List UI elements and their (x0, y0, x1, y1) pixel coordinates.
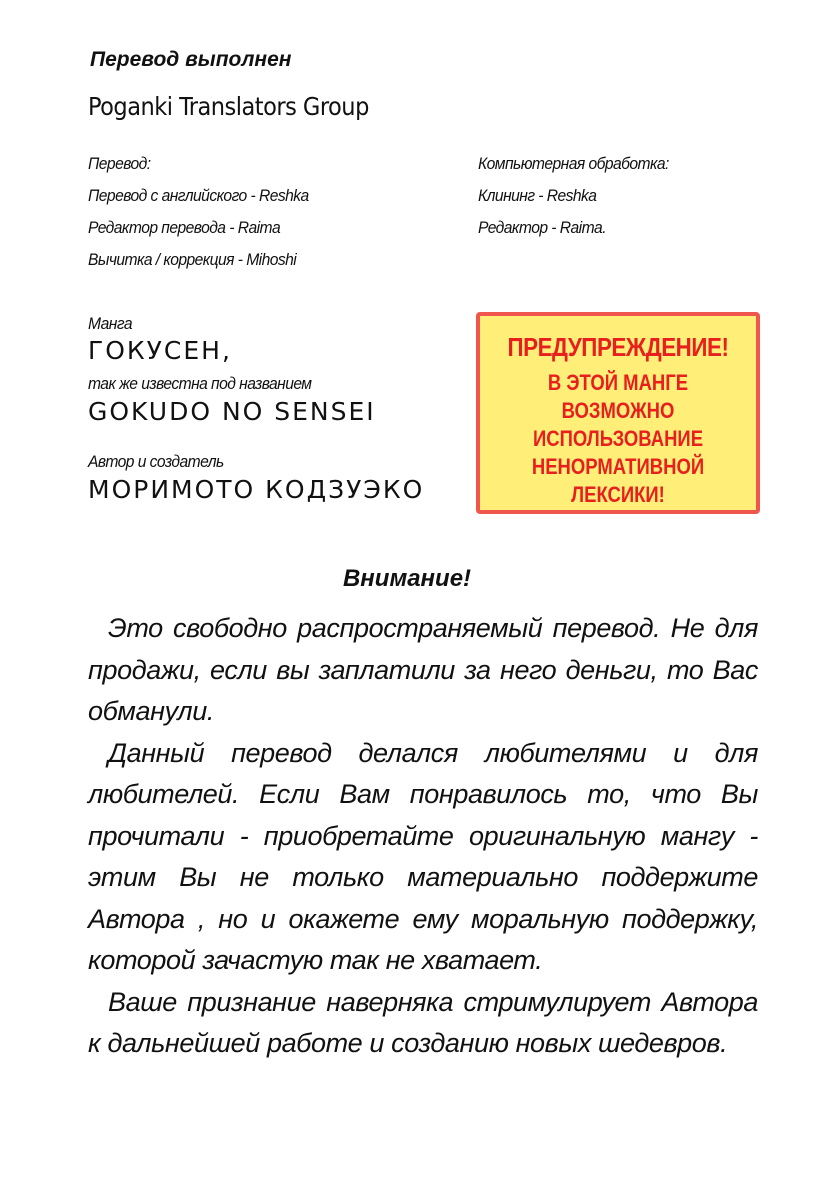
warning-title: ПРЕДУПРЕЖДЕНИЕ! (507, 332, 729, 362)
warning-body (502, 369, 734, 509)
credit-line: Редактор перевода - Raima (88, 218, 281, 237)
warning-box (476, 312, 760, 514)
manga-title (88, 336, 232, 365)
manga-title-punct: , (221, 336, 232, 365)
group-name: Poganki Translators Group (88, 92, 369, 121)
manga-label: Манга (88, 314, 132, 333)
credit-line: Компьютерная обработка: (478, 154, 669, 173)
notice-paragraph: Ваше признание наверняка стримулирует Автора к дальнейшей работе и созданию новых шедевров. (88, 986, 758, 1058)
notice-body (88, 608, 758, 1065)
credit-line: Редактор - Raima. (478, 218, 606, 237)
credit-title: Перевод выполнен (90, 48, 292, 71)
notice-heading: Внимание! (342, 565, 472, 592)
warning-line: ВОЗМОЖНО (561, 398, 675, 423)
credit-line: Перевод с английского - Reshka (88, 186, 309, 205)
credit-line: Перевод: (88, 154, 151, 173)
warning-line: ИСПОЛЬЗОВАНИЕ (532, 426, 704, 451)
author-name: МОРИМОТО КОДЗУЭКО (88, 475, 425, 504)
notice-paragraph: Это свободно распространяемый перевод. Не для продажи, если вы заплатили за него деньги, то Вас обманули. (88, 613, 758, 726)
notice-paragraph: Данный перевод делался любителями и для любителей. Если Вам понравилось то, что Вы прочитали - приобретайте оригинальную мангу - этим Вы не только материально поддержите Автора , но и окажете ему моральную поддержку, которой зачастую так не хватает. (88, 737, 758, 975)
aka-label: так же известна под названием (88, 374, 312, 393)
alt-title: GOKUDO NO SENSEI (88, 397, 376, 426)
warning-line: НЕНОРМАТИВНОЙ (531, 454, 705, 479)
translation-credits (88, 148, 309, 276)
credit-line: Клининг - Reshka (478, 186, 597, 205)
author-label: Автор и создатель (88, 452, 224, 471)
warning-line: В ЭТОЙ МАНГЕ (547, 370, 689, 395)
warning-line: ЛЕКСИКИ! (571, 482, 665, 507)
credit-line: Вычитка / коррекция - Mihoshi (88, 250, 297, 269)
manga-title-text: ГОКУСЕН (88, 336, 222, 365)
processing-credits (478, 148, 669, 244)
